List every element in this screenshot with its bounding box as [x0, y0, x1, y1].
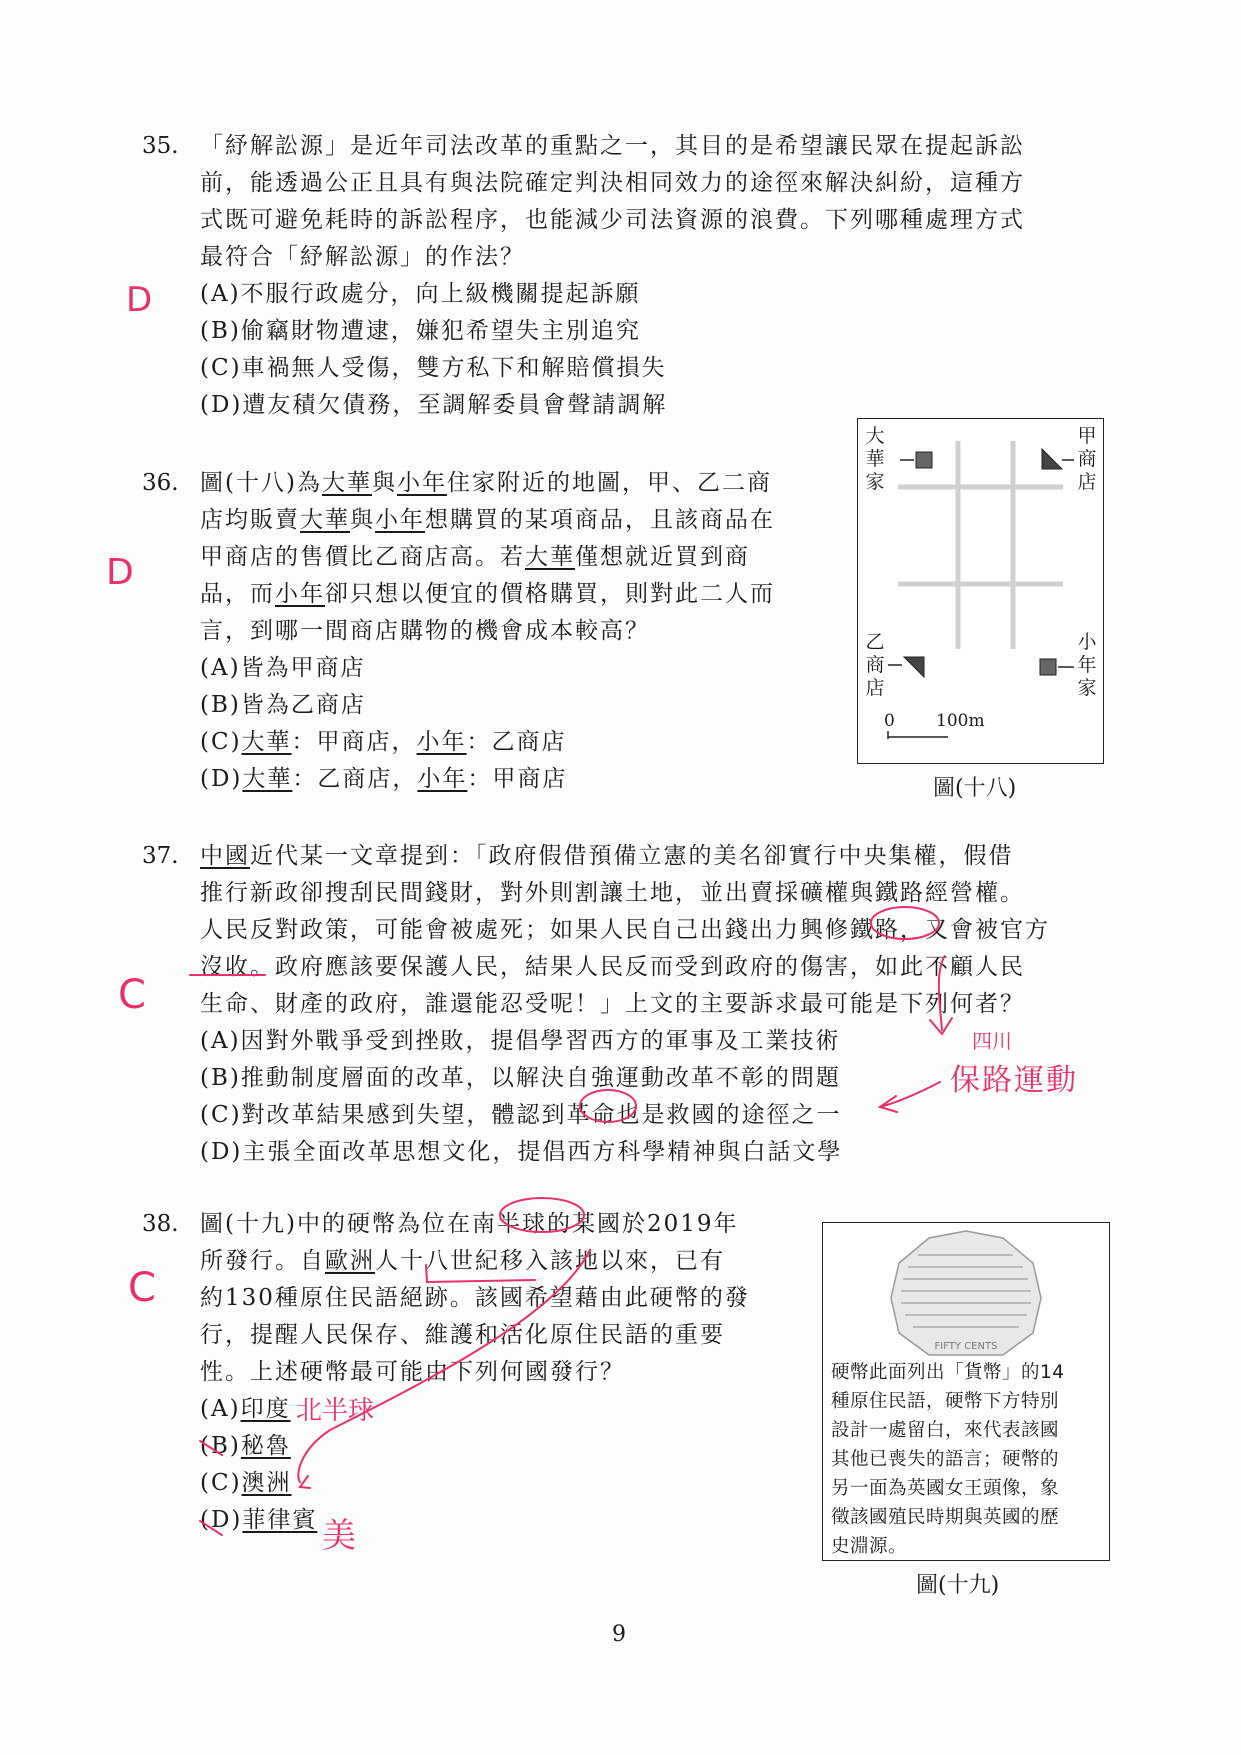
question-text-line: 所發行。自歐洲人十八世紀移入該地以來，已有	[200, 1248, 725, 1274]
coin-image	[823, 1223, 1109, 1358]
label-xiaonian-home: 小年家	[1077, 631, 1097, 699]
handwritten-answer: C	[118, 972, 146, 1018]
dahua-home-marker	[916, 452, 932, 468]
question-text-line: 中國近代某一文章提到：「政府假借預備立憲的美名卻實行中央集權，假借	[200, 843, 1014, 869]
question-text-line: 最符合「紓解訟源」的作法？	[200, 244, 525, 270]
shop-yi-marker	[904, 657, 924, 677]
question-text-line: 店均販賣大華與小年想購買的某項商品，且該商品在	[200, 507, 775, 533]
option-c[interactable]: (C)大華：甲商店，小年：乙商店	[200, 729, 567, 755]
option-a[interactable]: (A)不服行政處分，向上級機關提起訴願	[200, 281, 641, 307]
option-a[interactable]: (A)皆為甲商店	[200, 655, 366, 681]
handwritten-note-northern-hemisphere: 北半球	[296, 1396, 375, 1426]
question-number: 36.	[142, 470, 179, 496]
question-text-line: 甲商店的售價比乙商店高。若大華僅想就近買到商	[200, 544, 750, 570]
option-b[interactable]: (B)皆為乙商店	[200, 692, 366, 718]
coin-caption-line: 史淵源。	[831, 1536, 908, 1557]
coin-denomination-text: FIFTY CENTS	[934, 1341, 998, 1352]
option-d[interactable]: (D)遭友積欠債務，至調解委員會聲請調解	[200, 392, 668, 418]
scale-start-label: 0	[884, 711, 895, 731]
handwritten-answer: D	[126, 280, 153, 320]
label-dahua-home: 大華家	[865, 425, 885, 493]
option-a[interactable]: (A)印度	[200, 1396, 291, 1422]
option-b[interactable]: (B)秘魯	[200, 1433, 291, 1459]
question-text-line: 圖(十八)為大華與小年住家附近的地圖，甲、乙二商	[200, 470, 772, 496]
question-text-line: 沒收。政府應該要保護人民，結果人民反而受到政府的傷害，如此不顧人民	[200, 954, 1025, 980]
coin-caption-line: 硬幣此面列出「貨幣」的14	[831, 1362, 1065, 1383]
xiaonian-home-marker	[1040, 659, 1056, 675]
question-38	[142, 1206, 750, 1539]
question-text-line: 品，而小年卻只想以便宜的價格購買，則對此二人而	[200, 581, 775, 607]
handwritten-note-railway-movement: 保路運動	[950, 1063, 1078, 1098]
question-text-line: 前，能透過公正且具有與法院確定判決相同效力的途徑來解決糾紛，這種方	[200, 170, 1025, 196]
option-c[interactable]: (C)車禍無人受傷，雙方私下和解賠償損失	[200, 355, 667, 381]
question-text-line: 「紓解訟源」是近年司法改革的重點之一，其目的是希望讓民眾在提起訴訟	[200, 133, 1025, 159]
option-d[interactable]: (D)主張全面改革思想文化，提倡西方科學精神與白話文學	[200, 1139, 843, 1165]
question-text-line: 行，提醒人民保存、維護和活化原住民語的重要	[200, 1322, 725, 1348]
option-c[interactable]: (C)澳洲	[200, 1470, 292, 1496]
coin-caption-line: 種原住民語，硬幣下方特別	[831, 1391, 1060, 1412]
page-number: 9	[612, 1622, 626, 1647]
question-number: 38.	[142, 1211, 179, 1237]
handwritten-answer: D	[106, 552, 134, 593]
coin-caption	[831, 1358, 1101, 1561]
figure-18-map	[857, 418, 1104, 764]
coin-caption-line: 設計一處留白，來代表該國	[831, 1420, 1060, 1441]
coin-caption-line: 另一面為英國女王頭像，象	[831, 1478, 1060, 1499]
handwritten-answer: C	[128, 1265, 156, 1311]
option-d[interactable]: (D)菲律賓	[200, 1507, 318, 1533]
question-text-line: 推行新政卻搜刮民間錢財，對外則割讓土地，並出賣採礦權與鐵路經營權。	[200, 880, 1025, 906]
shop-jia-marker	[1042, 449, 1062, 469]
handwritten-note-mei: 美	[322, 1516, 356, 1556]
question-text-line: 人民反對政策，可能會被處死；如果人民自己出錢出力興修鐵路，又會被官方	[200, 917, 1050, 943]
label-jia-shop: 甲商店	[1077, 425, 1097, 493]
figure-18-caption: 圖(十八)	[933, 776, 1017, 801]
question-35	[142, 128, 1025, 424]
question-text-line: 約130種原住民語絕跡。該國希望藉由此硬幣的發	[200, 1285, 750, 1311]
handwritten-note-sichuan: 四川	[972, 1029, 1012, 1053]
question-text-line: 圖(十九)中的硬幣為位在南半球的某國於2019年	[200, 1211, 739, 1237]
coin-caption-line: 徵該國殖民時期與英國的歷	[831, 1507, 1060, 1528]
label-yi-shop: 乙商店	[865, 631, 885, 699]
option-b[interactable]: (B)推動制度層面的改革，以解決自強運動改革不彰的問題	[200, 1065, 841, 1091]
figure-19-caption: 圖(十九)	[916, 1573, 1000, 1598]
question-text-line: 式既可避免耗時的訴訟程序，也能減少司法資源的浪費。下列哪種處理方式	[200, 207, 1025, 233]
question-number: 35.	[142, 133, 179, 159]
option-a[interactable]: (A)因對外戰爭受到挫敗，提倡學習西方的軍事及工業技術	[200, 1028, 841, 1054]
coin-caption-line: 其他已喪失的語言；硬幣的	[831, 1449, 1060, 1470]
question-37	[142, 838, 1050, 1171]
figure-19-coin	[822, 1222, 1110, 1561]
question-text-line: 性。上述硬幣最可能由下列何國發行？	[200, 1359, 625, 1385]
question-number: 37.	[142, 843, 179, 869]
question-text-line: 生命、財產的政府，誰還能忍受呢！」上文的主要訴求最可能是下列何者？	[200, 991, 1025, 1017]
option-c[interactable]: (C)對改革結果感到失望，體認到革命也是救國的途徑之一	[200, 1102, 842, 1128]
option-b[interactable]: (B)偷竊財物遭逮，嫌犯希望失主別追究	[200, 318, 641, 344]
option-d[interactable]: (D)大華：乙商店，小年：甲商店	[200, 766, 568, 792]
question-36	[142, 465, 775, 798]
scale-end-label: 100m	[936, 711, 985, 731]
question-text-line: 言，到哪一間商店購物的機會成本較高？	[200, 618, 650, 644]
